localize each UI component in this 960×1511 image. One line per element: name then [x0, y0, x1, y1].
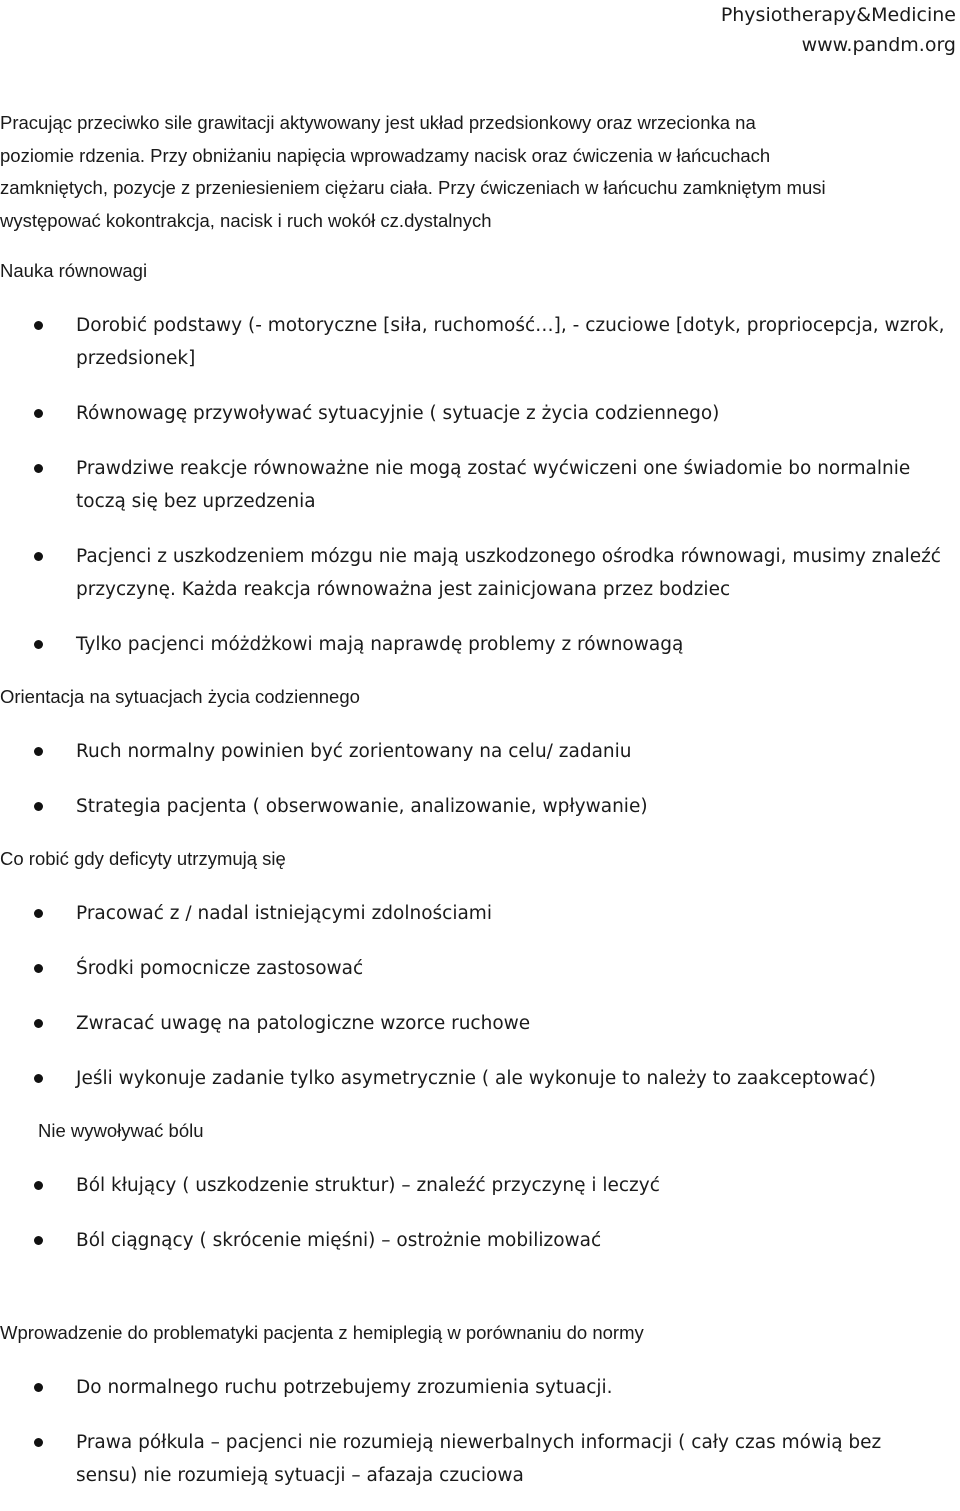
list-item-text: toczą się bez uprzedzenia	[76, 491, 316, 512]
list-item-text: Pracować z / nadal istniejącymi zdolnościami	[76, 903, 492, 924]
list-item	[0, 952, 958, 985]
list-item-text: Prawa półkula – pacjenci nie rozumieją niewerbalnych informacji ( cały czas mówią bez	[76, 1432, 882, 1453]
bullet-icon	[34, 1074, 43, 1083]
bullet-icon	[34, 802, 43, 811]
header-url: www.pandm.org	[801, 34, 956, 56]
intro-line: poziomie rdzenia. Przy obniżaniu napięcia wprowadzamy nacisk oraz ćwiczenia w łańcuchach	[0, 144, 771, 166]
list-item-text: Ból kłujący ( uszkodzenie struktur) – znaleźć przyczynę i leczyć	[76, 1175, 660, 1196]
bullet-icon	[34, 409, 43, 418]
list-item	[0, 1062, 958, 1095]
bullet-icon	[34, 909, 43, 918]
bullet-icon	[34, 321, 43, 330]
list-item	[0, 1371, 958, 1404]
list-item	[0, 309, 958, 375]
list-item	[0, 1426, 958, 1492]
list-item-text: Zwracać uwagę na patologiczne wzorce ruchowe	[76, 1013, 531, 1034]
list-item-text: Środki pomocnicze zastosować	[76, 958, 364, 979]
list-item	[0, 1169, 958, 1202]
bullet-icon	[34, 964, 43, 973]
bullet-icon	[34, 464, 43, 473]
bullet-icon	[34, 747, 43, 756]
bullet-list	[0, 735, 958, 823]
list-item-text: Ból ciągnący ( skrócenie mięśni) – ostrożnie mobilizować	[76, 1230, 602, 1251]
bullet-list	[0, 1371, 958, 1492]
list-item-text: sensu) nie rozumieją sytuacji – afazaja czuciowa	[76, 1465, 524, 1486]
intro-line: występować kokontrakcja, nacisk i ruch wokół cz.dystalnych	[0, 209, 492, 231]
page-header	[721, 0, 956, 60]
list-item	[0, 1224, 958, 1257]
document-body	[0, 107, 958, 1492]
list-item-text: Równowagę przywoływać sytuacyjnie ( sytuacje z życia codziennego)	[76, 403, 720, 424]
bullet-icon	[34, 1438, 43, 1447]
list-item-text: Dorobić podstawy (- motoryczne [siła, ruchomość…], - czuciowe [dotyk, propriocepcja, wzrok,	[76, 315, 945, 336]
list-item-text: przedsionek]	[76, 348, 196, 369]
list-item	[0, 628, 958, 661]
list-item	[0, 1007, 958, 1040]
bullet-list	[0, 1169, 958, 1257]
list-item	[0, 897, 958, 930]
bullet-icon	[34, 640, 43, 649]
section-heading: Wprowadzenie do problematyki pacjenta z hemiplegią w porównaniu do normy	[0, 1322, 644, 1343]
intro-line: Pracując przeciwko sile grawitacji aktywowany jest układ przedsionkowy oraz wrzecionka na	[0, 112, 756, 133]
intro-line: zamkniętych, pozycje z przeniesieniem ciężaru ciała. Przy ćwiczeniach w łańcuchu zamkniętym musi	[0, 177, 826, 198]
intro-paragraph	[0, 107, 958, 237]
sections-container	[0, 255, 958, 1492]
section-heading: Orientacja na sytuacjach życia codziennego	[0, 686, 360, 707]
list-item-text: Prawdziwe reakcje równoważne nie mogą zostać wyćwiczeni one świadomie bo normalnie	[76, 458, 911, 479]
list-item	[0, 735, 958, 768]
list-item-text: Do normalnego ruchu potrzebujemy zrozumienia sytuacji.	[76, 1377, 613, 1398]
list-item-text: Ruch normalny powinien być zorientowany na celu/ zadaniu	[76, 741, 632, 762]
list-item-text: Strategia pacjenta ( obserwowanie, analizowanie, wpływanie)	[76, 796, 648, 817]
list-item-text: przyczynę. Każda reakcja równoważna jest zainicjowana przez bodziec	[76, 579, 731, 600]
bullet-icon	[34, 1019, 43, 1028]
header-title: Physiotherapy&Medicine	[720, 4, 956, 26]
section-heading: Nie wywoływać bólu	[38, 1120, 204, 1141]
list-item-text: Tylko pacjenci móżdżkowi mają naprawdę problemy z równowagą	[76, 634, 684, 655]
list-item-text: Jeśli wykonuje zadanie tylko asymetrycznie ( ale wykonuje to należy to zaakceptować)	[76, 1068, 876, 1089]
bullet-icon	[34, 552, 43, 561]
section-heading: Nauka równowagi	[0, 260, 148, 281]
bullet-icon	[34, 1383, 43, 1392]
list-item	[0, 397, 958, 430]
list-item	[0, 790, 958, 823]
bullet-icon	[34, 1236, 43, 1245]
list-item-text: Pacjenci z uszkodzeniem mózgu nie mają uszkodzonego ośrodka równowagi, musimy znaleźć	[76, 546, 941, 567]
list-item	[0, 540, 958, 606]
bullet-icon	[34, 1181, 43, 1190]
bullet-list	[0, 309, 958, 661]
section-heading: Co robić gdy deficyty utrzymują się	[0, 848, 286, 869]
bullet-list	[0, 897, 958, 1095]
list-item	[0, 452, 958, 518]
